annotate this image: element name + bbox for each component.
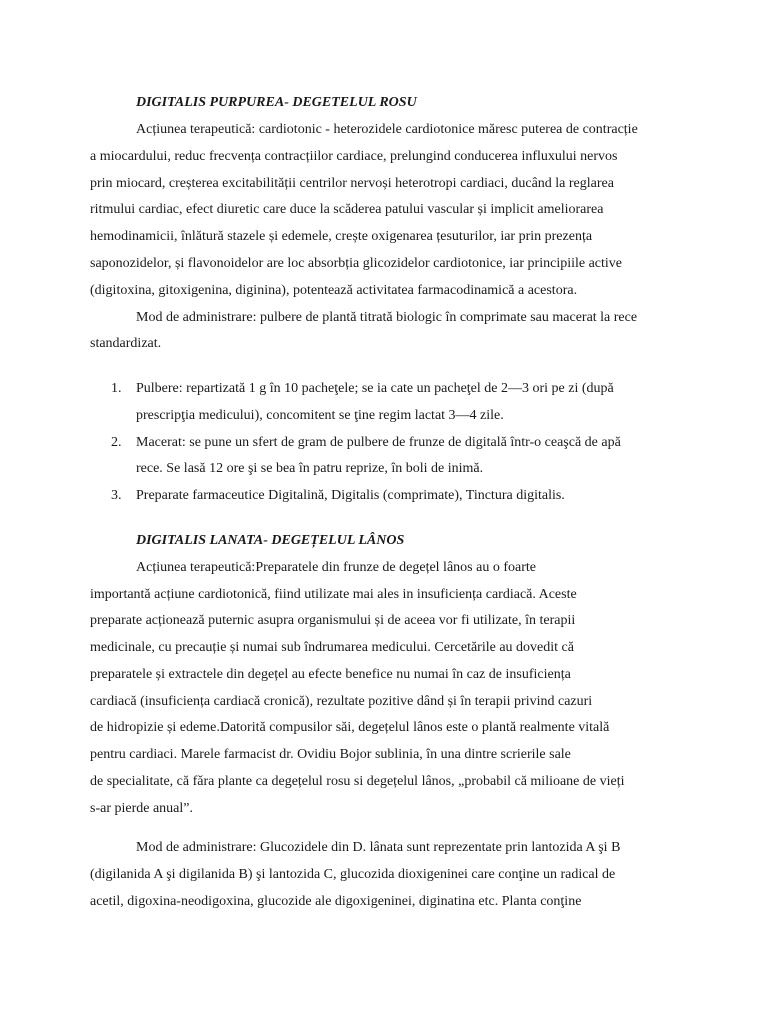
paragraph-line: preparatele și extractele din degețel au efecte benefice nu numai în caz de insuficiența [90,667,571,682]
section-title-digitalis-purpurea: DIGITALIS PURPUREA- DEGETELUL ROSU [136,95,417,110]
paragraph-line: standardizat. [90,336,162,351]
paragraph-line: hemodinamicii, înlătură stazele și edemele, crește oxigenarea țesuturilor, iar prin prezența [90,229,593,244]
paragraph-line: preparate acționează puternic asupra organismului și de aceea vor fi utilizate, în terapii [90,613,576,628]
paragraph-line: s-ar pierde anual”. [90,801,193,816]
paragraph-line: a miocardului, reduc frecvența contracțiilor cardiace, prelungind conducerea influxului nervos [90,149,618,164]
list-item-number: 3. [111,488,122,503]
section-title-digitalis-lanata: DIGITALIS LANATA- DEGEȚELUL LÂNOS [136,533,405,548]
paragraph-line: Mod de administrare: Glucozidele din D. lânata sunt reprezentate prin lantozida A şi B [136,840,621,855]
paragraph-line: medicinale, cu precauție și numai sub îndrumarea medicului. Cercetările au dovedit că [90,640,574,655]
list-item-line: Macerat: se pune un sfert de gram de pulbere de frunze de digitală într-o ceaşcă de apă [136,435,621,450]
paragraph-line: (digitoxina, gitoxigenina, diginina), potentează activitatea farmacodinamică a acestora. [90,283,578,298]
list-item-line: prescripţia medicului), concomitent se ţine regim lactat 3—4 zile. [136,408,504,423]
paragraph-line: prin miocard, creșterea excitabilității centrilor nervoși heterotropi cardiaci, ducând la reglarea [90,176,614,191]
paragraph-line: de specialitate, că fǎra plante ca degețelul rosu si degețelul lânos, „probabil că milioane de vieți [90,774,625,789]
paragraph-line: cardiacă (insuficiența cardiacă cronică), rezultate pozitive dând și în terapii privind cazuri [90,694,593,709]
paragraph-line: acetil, digoxina-neodigoxina, glucozide ale digoxigeninei, diginatina etc. Planta conţine [90,894,582,909]
paragraph-line: de hidropizie și edeme.Datorită compusilor săi, degețelul lânos este o plantă realmente vitală [90,720,610,735]
paragraph-line: importantă acțiune cardiotonică, fiind utilizate mai ales in insuficiența cardiacă. Aceste [90,587,577,602]
list-item-line: rece. Se lasă 12 ore şi se bea în patru reprize, în boli de inimă. [136,461,484,476]
paragraph-line: pentru cardiaci. Marele farmacist dr. Ovidiu Bojor sublinia, în una dintre scrierile sale [90,747,571,762]
paragraph-line: Mod de administrare: pulbere de plantă titrată biologic în comprimate sau macerat la rece [136,310,638,325]
list-item-line: Preparate farmaceutice Digitalină, Digitalis (comprimate), Tinctura digitalis. [136,488,565,503]
paragraph-line: saponozidelor, și flavonoidelor are loc absorbția glicozidelor cardiotonice, iar principiile active [90,256,623,271]
list-item-number: 2. [111,435,122,450]
paragraph-line: Acțiunea terapeutică:Preparatele din frunze de degețel lânos au o foarte [136,560,536,575]
paragraph-line: (digilanida A şi digilanida B) şi lantozida C, glucozida dioxigeninei care conţine un radical de [90,867,616,882]
paragraph-line: ritmului cardiac, efect diuretic care duce la scăderea patului vascular și implicit ameliorarea [90,202,604,217]
list-item-number: 1. [111,381,122,396]
paragraph-line: Acțiunea terapeutică: cardiotonic - heterozidele cardiotonice măresc puterea de contracție [136,122,638,137]
list-item-line: Pulbere: repartizată 1 g în 10 pacheţele; se ia cate un pacheţel de 2—3 ori pe zi (după [136,381,614,396]
